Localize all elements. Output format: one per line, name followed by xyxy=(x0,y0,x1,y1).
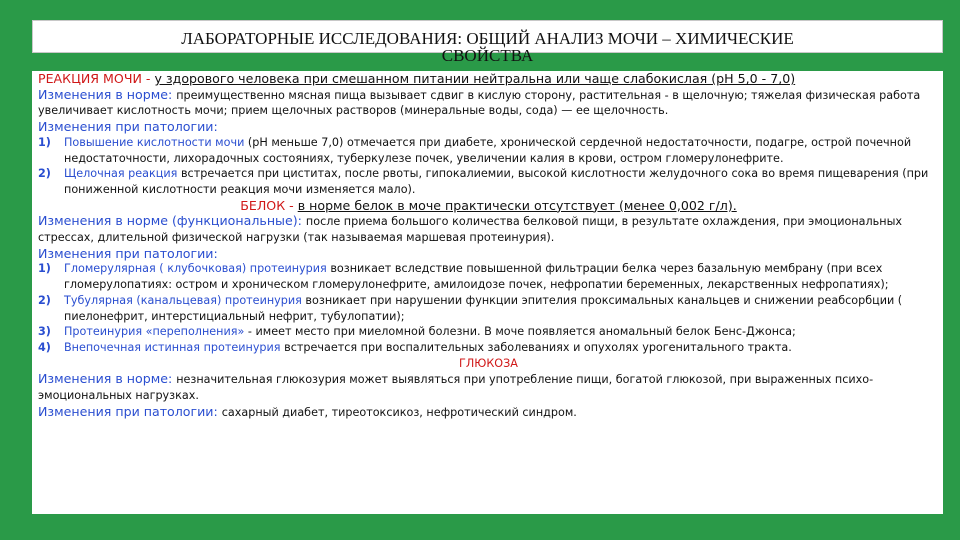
list-item-body: встречается при воспалительных заболеваниях и опухолях урогенитального тракта. xyxy=(280,340,792,354)
list-number: 3) xyxy=(38,325,51,339)
list-item-lead: Повышение кислотности мочи xyxy=(64,135,245,149)
glucose-heading: ГЛЮКОЗА xyxy=(459,356,518,370)
reaction-item-2 xyxy=(38,166,939,197)
list-number: 2) xyxy=(38,167,51,181)
list-item-lead: Тубулярная (канальцевая) протеинурия xyxy=(64,293,302,307)
list-item-text xyxy=(64,261,939,292)
glucose-pathology-label: Изменения при патологии: xyxy=(38,403,222,419)
protein-norm-text: после приема большого количества белковой пищи, в результате охлаждения, при эмоциональных стрессах, длительной физической нагрузки (так называемая маршевая протеинурия). xyxy=(38,215,903,245)
glucose-norm-paragraph xyxy=(38,371,939,403)
protein-item-4 xyxy=(38,340,939,356)
list-item-body: возникает при нарушении функции эпителия проксимальных канальцев и снижении реабсорбции ( пиелонефрит, интерстициальный нефрит, тубулопатии); xyxy=(64,293,903,323)
list-item-text xyxy=(64,293,939,324)
slide-title xyxy=(32,20,943,65)
list-item-text xyxy=(64,135,939,166)
list-item-body: - имеет место при миеломной болезни. В моче появляется аномальный белок Бенс-Джонса; xyxy=(244,325,796,339)
protein-section-heading xyxy=(38,198,939,214)
reaction-description: у здорового человека при смешанном питании нейтральна или чаще слабокислая (рН 5,0 - 7,0) xyxy=(154,71,796,86)
protein-item-2 xyxy=(38,293,939,324)
title-line-2: СВОЙСТВА xyxy=(441,46,534,65)
protein-pathology-label: Изменения при патологии: xyxy=(38,245,218,261)
list-number: 4) xyxy=(38,340,51,354)
list-number: 2) xyxy=(38,293,51,307)
list-item-lead: Внепочечная истинная протеинурия xyxy=(64,340,281,354)
list-item-text xyxy=(64,166,939,197)
glucose-pathology-paragraph xyxy=(38,404,939,421)
reaction-pathology-label: Изменения при патологии: xyxy=(38,119,218,135)
title-line-1: ЛАБОРАТОРНЫЕ ИССЛЕДОВАНИЯ: ОБЩИЙ АНАЛИЗ МОЧИ – ХИМИЧЕСКИЕ xyxy=(181,29,794,48)
glucose-norm-label: Изменения в норме: xyxy=(38,371,177,387)
protein-norm-label: Изменения в норме (функциональные): xyxy=(38,213,306,229)
reaction-item-1 xyxy=(38,135,939,166)
content-panel xyxy=(32,71,943,514)
protein-heading: БЕЛОК - xyxy=(240,197,298,213)
list-item-text xyxy=(64,340,939,356)
reaction-section-heading xyxy=(38,71,939,87)
list-item-body: возникает вследствие повышенной фильтрации белка через базальную мембрану (при всех гломерулопатиях: остром и хроническом гломерулонефрите, амилоидозе почек, нефропатии беременных, лекарственных нефропатиях); xyxy=(64,262,889,292)
reaction-norm-paragraph xyxy=(38,87,939,119)
list-item-lead: Гломерулярная ( клубочковая) протеинурия xyxy=(64,262,327,276)
glucose-pathology-text: сахарный диабет, тиреотоксикоз, нефротический синдром. xyxy=(221,405,577,419)
list-item-body: (pH меньше 7,0) отмечается при диабете, хронической сердечной недостаточности, подагре, острой почечной недостаточности, лихорадочных состояниях, туберкулезе почек, увеличении калия в крови, остром гломерулонефрите. xyxy=(64,135,912,165)
reaction-heading: РЕАКЦИЯ МОЧИ - xyxy=(38,71,155,86)
list-item-lead: Щелочная реакция xyxy=(64,167,178,181)
protein-norm-paragraph xyxy=(38,213,939,245)
list-number: 1) xyxy=(38,135,51,149)
protein-item-3 xyxy=(38,324,939,340)
glucose-norm-text: незначительная глюкозурия может выявляться при употребление пищи, богатой глюкозой, при выраженных психо-эмоциональных нагрузках. xyxy=(38,373,874,403)
reaction-norm-text: преимущественно мясная пища вызывает сдвиг в кислую сторону, растительная - в щелочную; тяжелая физическая работа увеличивает кислотность мочи; прием щелочных растворов (минеральные воды, сода) — ее щелочность. xyxy=(38,88,921,118)
list-item-lead: Протеинурия «переполнения» xyxy=(64,325,245,339)
list-number: 1) xyxy=(38,262,51,276)
protein-item-1 xyxy=(38,261,939,292)
protein-description: в норме белок в моче практически отсутствует (менее 0,002 г/л). xyxy=(297,197,737,213)
reaction-norm-label: Изменения в норме: xyxy=(38,86,177,102)
list-item-body: встречается при циститах, после рвоты, гипокалиемии, высокой кислотности желудочного сока во время пищеварения (при пониженной кислотности реакция мочи изменяется мало). xyxy=(64,167,929,196)
list-item-text xyxy=(64,324,939,340)
